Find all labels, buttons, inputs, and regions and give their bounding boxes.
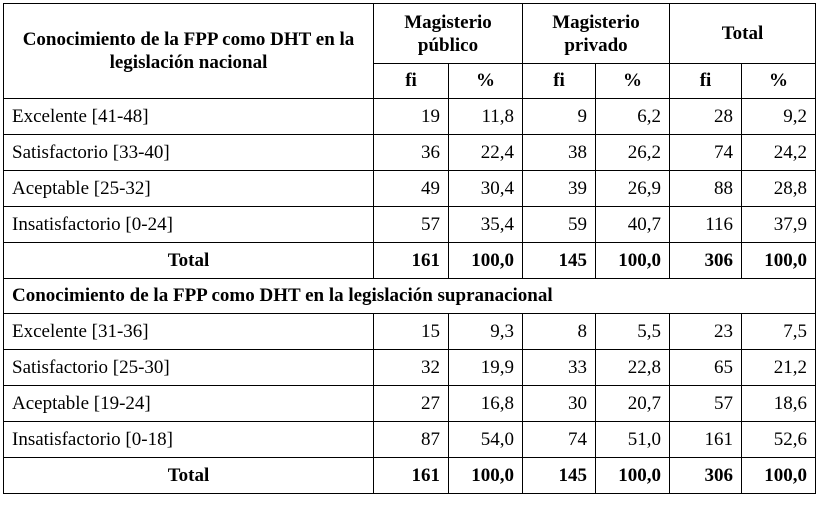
table-cell: 51,0	[596, 422, 670, 458]
table-cell: 8	[523, 314, 596, 350]
table-cell: 9,3	[449, 314, 523, 350]
row-label: Satisfactorio [33-40]	[4, 135, 374, 171]
total-row	[4, 243, 816, 279]
table-cell: 22,8	[596, 350, 670, 386]
table-cell: 116	[670, 207, 742, 243]
table-cell: 15	[374, 314, 449, 350]
header-row	[4, 4, 816, 64]
table-cell: 19,9	[449, 350, 523, 386]
table-cell: 39	[523, 171, 596, 207]
header-group-total: Total	[670, 4, 816, 64]
row-label: Total	[4, 243, 374, 279]
table-cell: 9	[523, 99, 596, 135]
nacional-body	[4, 99, 816, 279]
table-row	[4, 314, 816, 350]
table-cell: 161	[374, 458, 449, 494]
row-label: Insatisfactorio [0-24]	[4, 207, 374, 243]
table-cell: 36	[374, 135, 449, 171]
header-title: Conocimiento de la FPP como DHT en la legislación nacional	[4, 4, 374, 99]
subheader-cell: %	[449, 64, 523, 99]
table-cell: 26,9	[596, 171, 670, 207]
table-row	[4, 171, 816, 207]
table-cell: 306	[670, 243, 742, 279]
table-row	[4, 207, 816, 243]
row-label: Total	[4, 458, 374, 494]
section-title: Conocimiento de la FPP como DHT en la legislación supranacional	[4, 279, 816, 314]
table-cell: 20,7	[596, 386, 670, 422]
table-cell: 161	[374, 243, 449, 279]
table-cell: 40,7	[596, 207, 670, 243]
table-row	[4, 99, 816, 135]
table-cell: 65	[670, 350, 742, 386]
table-cell: 161	[670, 422, 742, 458]
subheader-cell: fi	[670, 64, 742, 99]
row-label: Satisfactorio [25-30]	[4, 350, 374, 386]
table-cell: 145	[523, 243, 596, 279]
total-row	[4, 458, 816, 494]
table-row	[4, 386, 816, 422]
table-cell: 28	[670, 99, 742, 135]
table-cell: 100,0	[449, 458, 523, 494]
table-cell: 21,2	[742, 350, 816, 386]
table-cell: 23	[670, 314, 742, 350]
table-cell: 74	[523, 422, 596, 458]
table-cell: 54,0	[449, 422, 523, 458]
table-cell: 6,2	[596, 99, 670, 135]
row-label: Excelente [31-36]	[4, 314, 374, 350]
row-label: Insatisfactorio [0-18]	[4, 422, 374, 458]
table-cell: 33	[523, 350, 596, 386]
table-row	[4, 135, 816, 171]
table-cell: 100,0	[449, 243, 523, 279]
subheader-cell: fi	[374, 64, 449, 99]
header-group-privado: Magisterio privado	[523, 4, 670, 64]
table-cell: 100,0	[596, 243, 670, 279]
table-cell: 28,8	[742, 171, 816, 207]
table-cell: 5,5	[596, 314, 670, 350]
table-cell: 24,2	[742, 135, 816, 171]
table-cell: 145	[523, 458, 596, 494]
table-cell: 57	[670, 386, 742, 422]
table-cell: 37,9	[742, 207, 816, 243]
table-cell: 87	[374, 422, 449, 458]
table-cell: 11,8	[449, 99, 523, 135]
subheader-cell: fi	[523, 64, 596, 99]
table-row	[4, 350, 816, 386]
table-cell: 18,6	[742, 386, 816, 422]
table-cell: 88	[670, 171, 742, 207]
table-cell: 27	[374, 386, 449, 422]
table-cell: 9,2	[742, 99, 816, 135]
table-cell: 30,4	[449, 171, 523, 207]
data-table	[3, 3, 816, 494]
section-row	[4, 279, 816, 314]
table-row	[4, 422, 816, 458]
table-cell: 38	[523, 135, 596, 171]
table-cell: 59	[523, 207, 596, 243]
table-cell: 74	[670, 135, 742, 171]
table-cell: 26,2	[596, 135, 670, 171]
subheader-cell: %	[742, 64, 816, 99]
table-cell: 100,0	[596, 458, 670, 494]
table-cell: 30	[523, 386, 596, 422]
subheader-cell: %	[596, 64, 670, 99]
row-label: Aceptable [19-24]	[4, 386, 374, 422]
table-cell: 19	[374, 99, 449, 135]
table-cell: 35,4	[449, 207, 523, 243]
table-cell: 49	[374, 171, 449, 207]
table-cell: 52,6	[742, 422, 816, 458]
table-cell: 306	[670, 458, 742, 494]
row-label: Aceptable [25-32]	[4, 171, 374, 207]
table-cell: 32	[374, 350, 449, 386]
table-cell: 22,4	[449, 135, 523, 171]
table-cell: 100,0	[742, 243, 816, 279]
table-cell: 100,0	[742, 458, 816, 494]
supranacional-body	[4, 314, 816, 494]
header-group-publico: Magisterio público	[374, 4, 523, 64]
table-cell: 57	[374, 207, 449, 243]
row-label: Excelente [41-48]	[4, 99, 374, 135]
table-cell: 16,8	[449, 386, 523, 422]
table-cell: 7,5	[742, 314, 816, 350]
